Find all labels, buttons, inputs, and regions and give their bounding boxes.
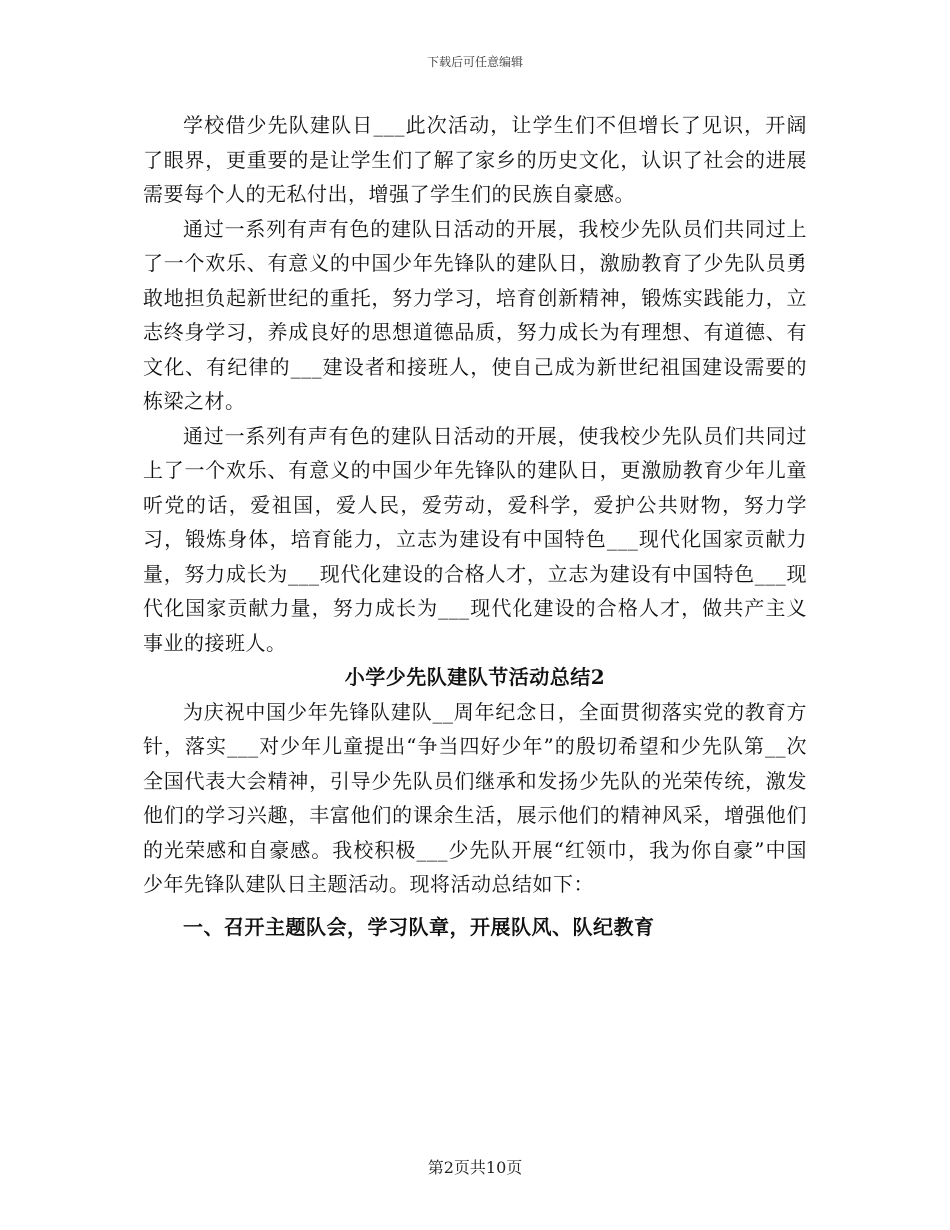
paragraph-3: 通过一系列有声有色的建队日活动的开展，使我校少先队员们共同过上了一个欢乐、有意义的中国少年先锋队的建队日，更激励教育少年儿童听党的话，爱祖国，爱人民，爱劳动，爱科学，爱护公共财物，努力学习，锻炼身体，培育能力，立志为建设有中国特色___现代化国家贡献力量，努力成长为___现代化建设的合格人才，立志为建设有中国特色___现代化国家贡献力量，努力成长为___现代化建设的合格人才，做共产主义事业的接班人。 bbox=[143, 423, 807, 655]
paragraph-1: 学校借少先队建队日___此次活动，让学生们不但增长了见识，开阔了眼界，更重要的是让学生们了解了家乡的历史文化，认识了社会的进展需要每个人的无私付出，增强了学生们的民族自豪感。 bbox=[143, 113, 807, 206]
section-title: 小学少先队建队节活动总结2 bbox=[344, 665, 606, 689]
document-body bbox=[143, 108, 807, 944]
subheading: 一、召开主题队会，学习队章，开展队风、队纪教育 bbox=[183, 914, 655, 939]
section-paragraph: 为庆祝中国少年先锋队建队__周年纪念日，全面贯彻落实党的教育方针，落实___对少年儿童提出“争当四好少年”的殷切希望和少先队第__次全国代表大会精神，引导少先队员们继承和发扬少先队的光荣传统，激发他们的学习兴趣，丰富他们的课余生活，展示他们的精神风采，增强他们的光荣感和自豪感。我校积极___少先队开展“红领巾，我为你自豪”中国少年先锋队建队日主题活动。现将活动总结如下： bbox=[143, 699, 807, 896]
page-header-note: 下载后可任意编辑 bbox=[426, 55, 523, 69]
page-number: 第2页共10页 bbox=[427, 1158, 523, 1177]
paragraph-2: 通过一系列有声有色的建队日活动的开展，我校少先队员们共同过上了一个欢乐、有意义的中国少年先锋队的建队日，激励教育了少先队员勇敢地担负起新世纪的重托，努力学习，培育创新精神，锻炼实践能力，立志终身学习，养成良好的思想道德品质，努力成长为有理想、有道德、有文化、有纪律的___建设者和接班人，使自己成为新世纪祖国建设需要的栋梁之材。 bbox=[143, 216, 807, 413]
